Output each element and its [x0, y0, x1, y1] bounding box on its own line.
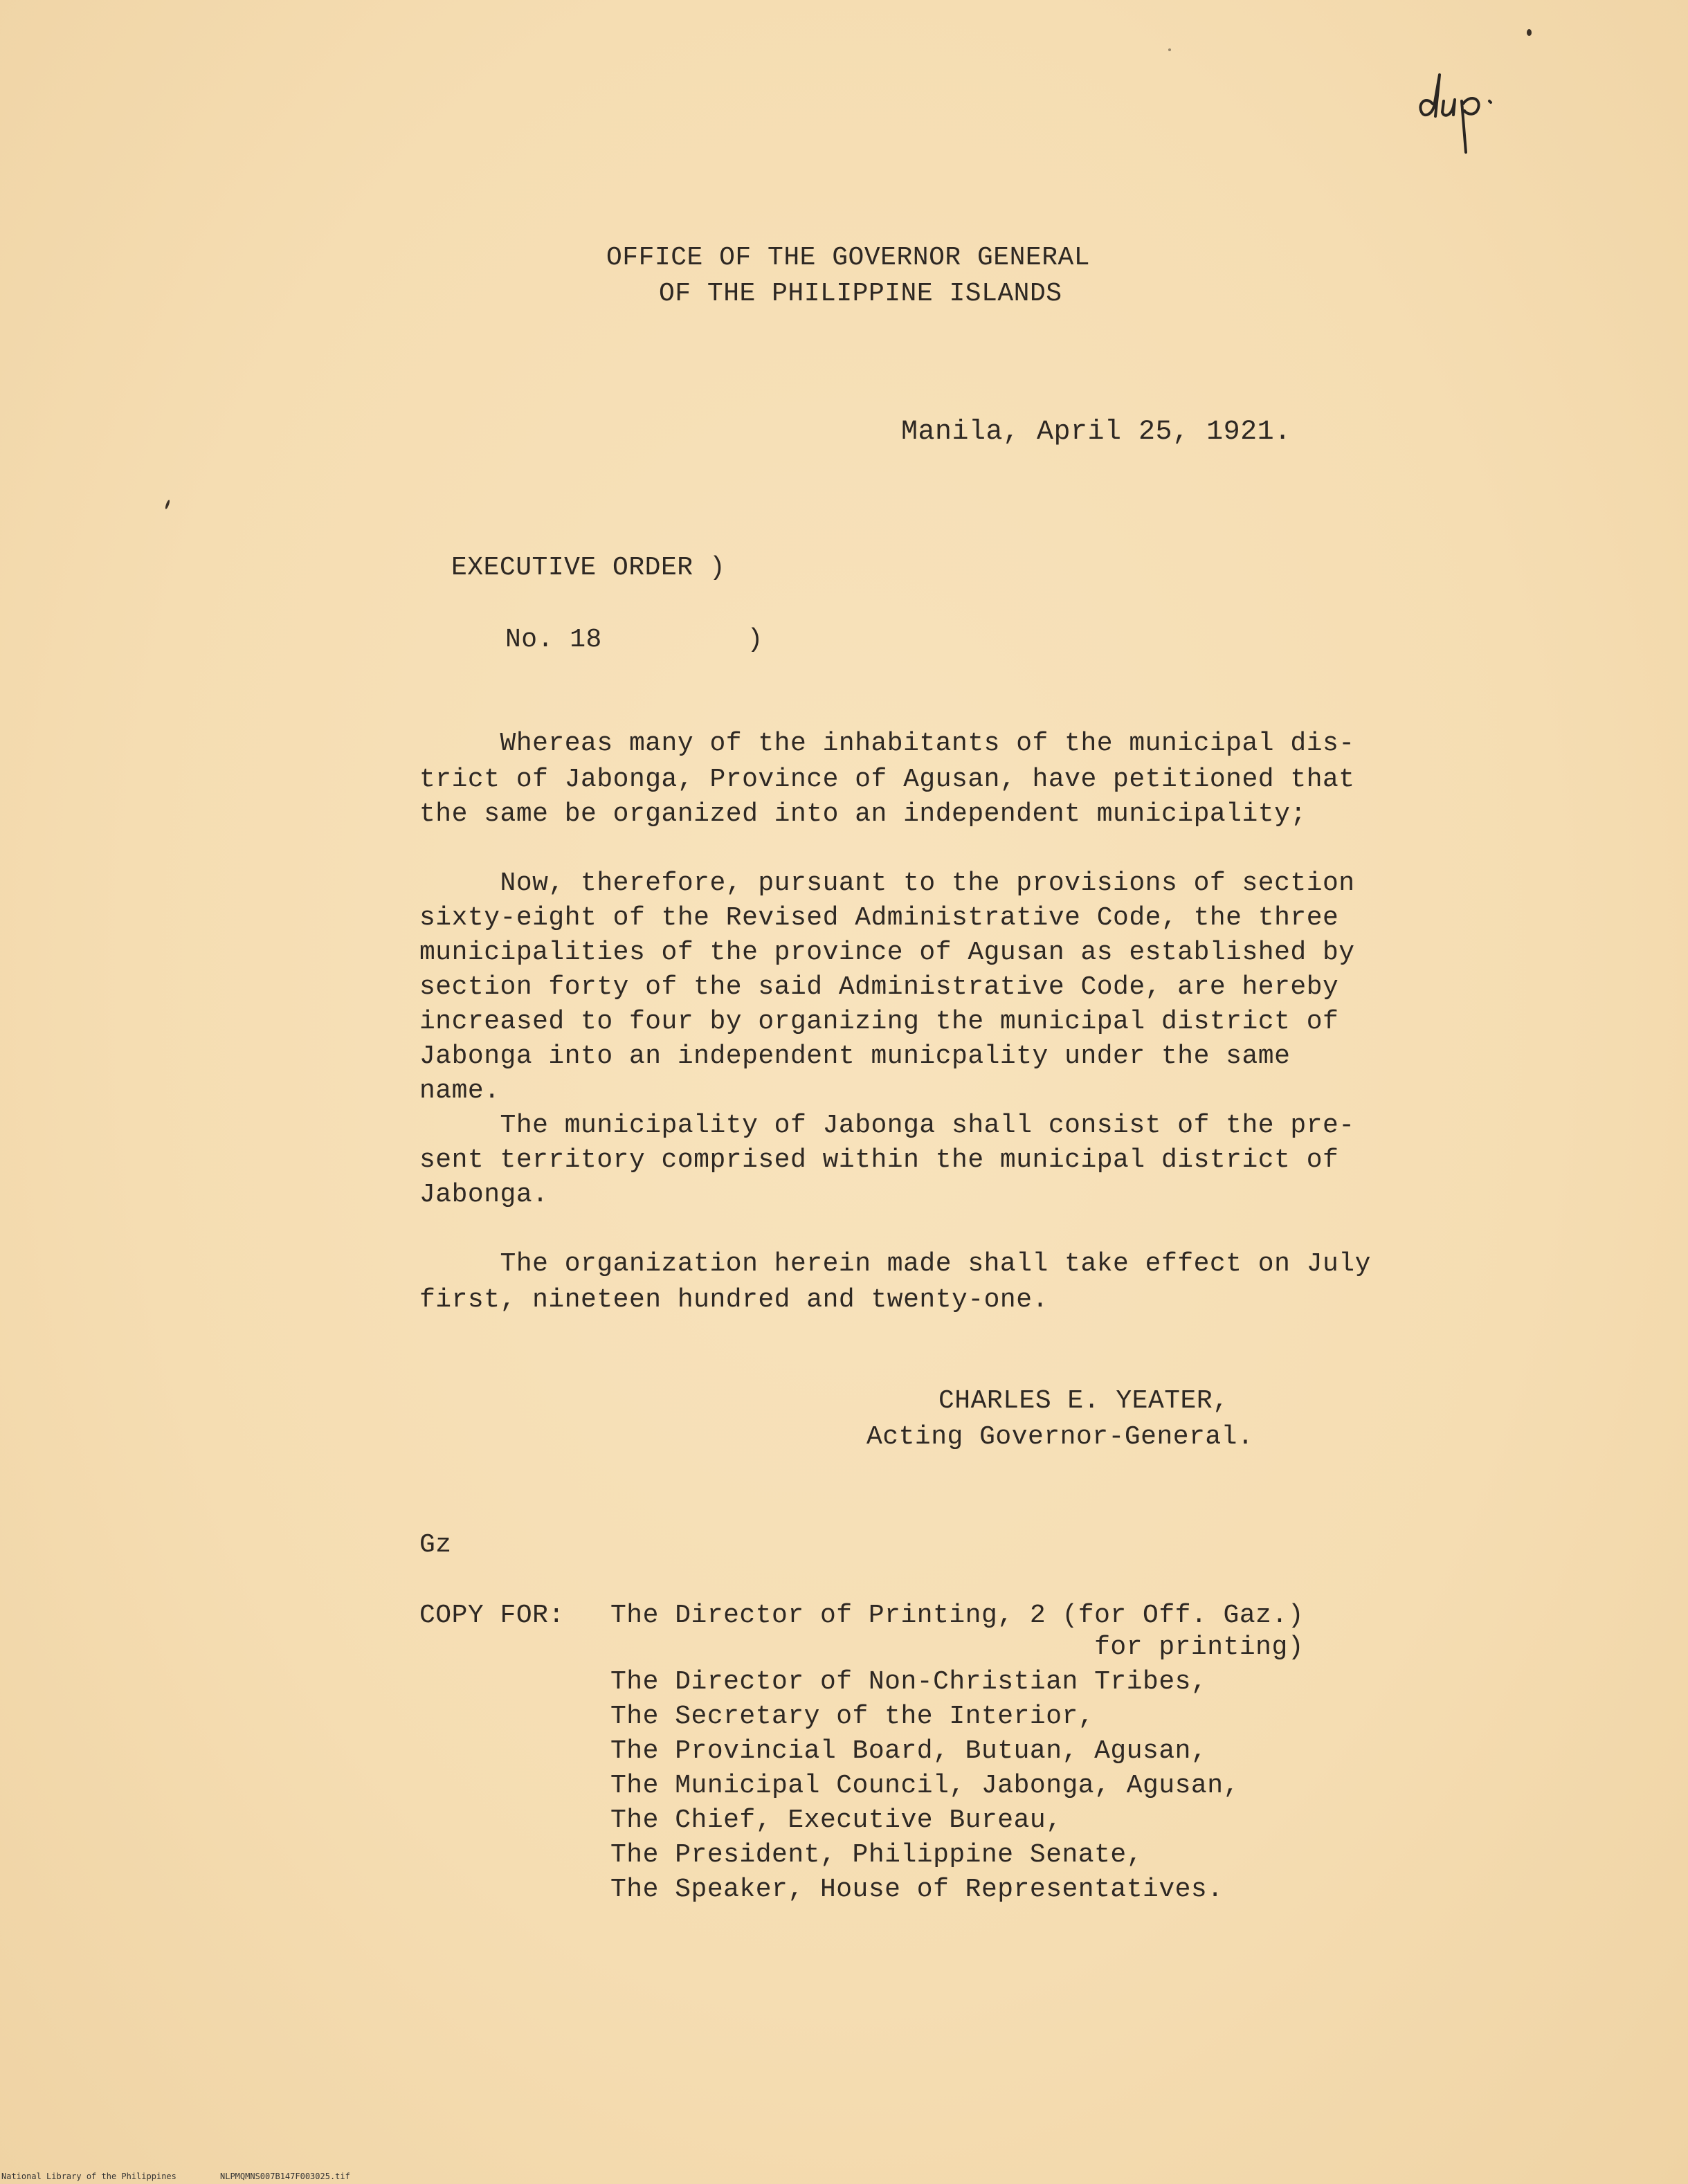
order-title: EXECUTIVE ORDER ) — [451, 553, 726, 583]
paper-speck — [1527, 29, 1532, 36]
paragraph-2-line-5: increased to four by organizing the municipal district of — [419, 1007, 1339, 1037]
copy-for-line-3: The Director of Non-Christian Tribes, — [610, 1667, 1208, 1697]
paragraph-1-line-3: the same be organized into an independent municipality; — [419, 799, 1307, 829]
header-line-2: OF THE PHILIPPINE ISLANDS — [659, 279, 1062, 309]
paragraph-2-line-3: municipalities of the province of Agusan as established by — [419, 938, 1355, 967]
paragraph-2-line-7: name. — [419, 1076, 500, 1106]
paper-speck — [165, 500, 171, 510]
signature-title: Acting Governor-General. — [866, 1422, 1254, 1452]
handwritten-dup-note — [1412, 55, 1550, 159]
paragraph-2-line-1: Now, therefore, pursuant to the provisions of section — [419, 868, 1355, 898]
copy-for-line-6: The Municipal Council, Jabonga, Agusan, — [610, 1771, 1240, 1801]
copy-for-line-9: The Speaker, House of Representatives. — [610, 1875, 1224, 1904]
copy-for-line-5: The Provincial Board, Butuan, Agusan, — [610, 1736, 1208, 1766]
paragraph-2-line-4: section forty of the said Administrative Code, are hereby — [419, 972, 1339, 1002]
paragraph-1-line-1: Whereas many of the inhabitants of the municipal dis- — [419, 729, 1355, 758]
handwritten-note-text: dup. — [1488, 113, 1490, 114]
footer-library: National Library of the Philippines — [1, 2172, 176, 2181]
paragraph-2-line-6: Jabonga into an independent municpality under the same — [419, 1041, 1291, 1071]
order-number: No. 18 ) — [505, 625, 763, 655]
copy-for-line-8: The President, Philippine Senate, — [610, 1840, 1143, 1870]
paper-speck — [1168, 48, 1171, 51]
copy-for-line-1: The Director of Printing, 2 (for Off. Gaz.) — [610, 1601, 1305, 1630]
copy-for-line-7: The Chief, Executive Bureau, — [610, 1805, 1062, 1835]
copy-for-line-4: The Secretary of the Interior, — [610, 1702, 1095, 1731]
date-line: Manila, April 25, 1921. — [901, 417, 1291, 448]
paragraph-2-line-9: sent territory comprised within the municipal district of — [419, 1145, 1339, 1175]
paragraph-3-line-1: The organization herein made shall take effect on July — [419, 1249, 1371, 1279]
paragraph-2-line-8: The municipality of Jabonga shall consist of the pre- — [419, 1111, 1355, 1140]
header-line-1: OFFICE OF THE GOVERNOR GENERAL — [606, 243, 1091, 273]
paragraph-1-line-2: trict of Jabonga, Province of Agusan, have petitioned that — [419, 765, 1355, 794]
signature-name: CHARLES E. YEATER, — [938, 1386, 1229, 1416]
typist-initials: Gz — [419, 1530, 452, 1560]
copy-for-label: COPY FOR: — [419, 1601, 565, 1630]
paragraph-3-line-2: first, nineteen hundred and twenty-one. — [419, 1285, 1049, 1315]
footer-filename: NLPMQMNS007B147F003025.tif — [220, 2172, 350, 2181]
copy-for-line-2: for printing) — [610, 1632, 1305, 1662]
paragraph-2-line-10: Jabonga. — [419, 1180, 549, 1210]
paragraph-2-line-2: sixty-eight of the Revised Administrative Code, the three — [419, 903, 1339, 933]
